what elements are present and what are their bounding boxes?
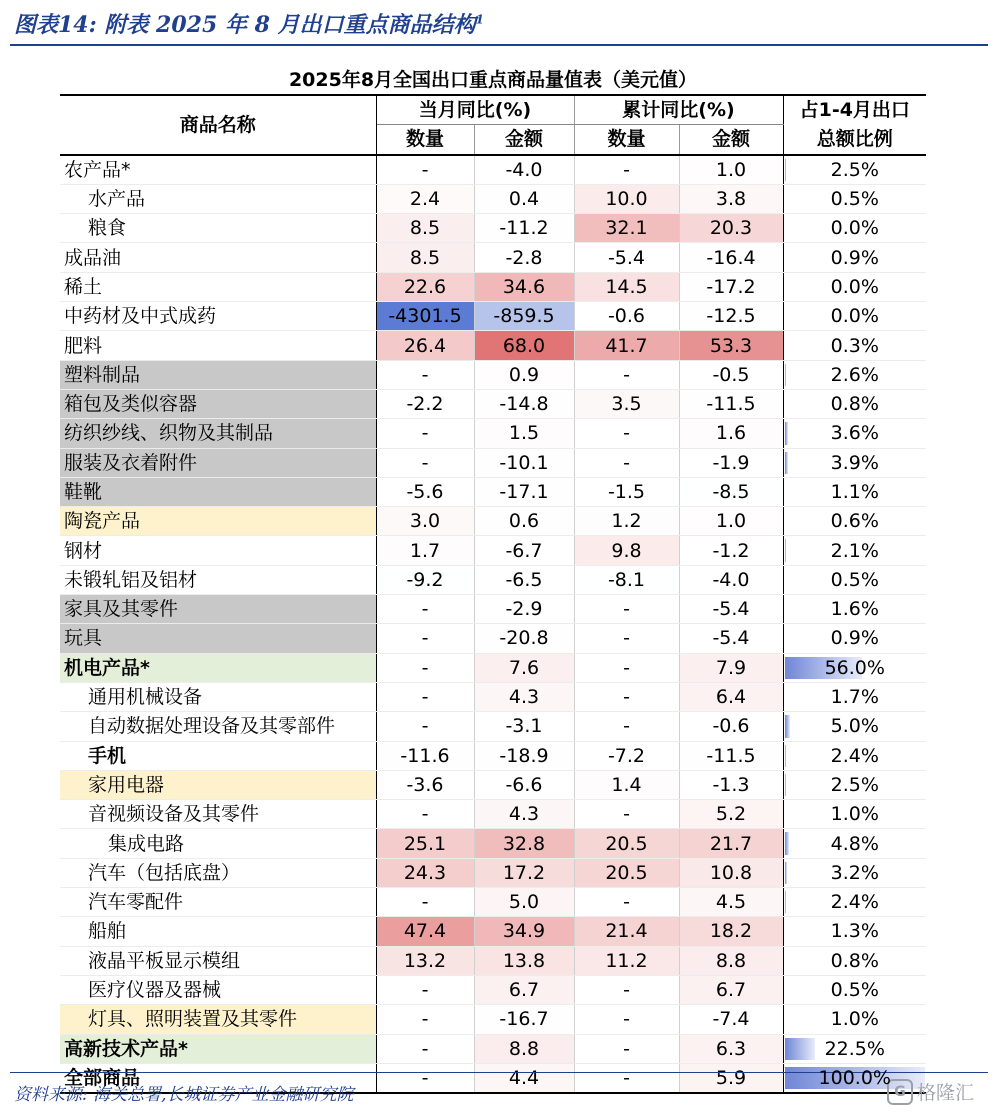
value-cell-q1: -	[376, 653, 474, 682]
product-name-cell: 集成电路	[60, 829, 376, 858]
value-cell-q1: -	[376, 1034, 474, 1063]
value-cell-a1: 17.2	[474, 858, 574, 887]
value-cell-q2: -	[574, 595, 679, 624]
share-cell	[783, 595, 926, 624]
share-bar	[785, 715, 790, 737]
share-cell	[783, 829, 926, 858]
table-row	[60, 477, 926, 506]
table-row	[60, 917, 926, 946]
share-cell	[783, 536, 926, 565]
value-cell-a1: 13.8	[474, 946, 574, 975]
value-cell-q2: -	[574, 1005, 679, 1034]
value-cell-q1: -5.6	[376, 477, 474, 506]
value-cell-q2: 32.1	[574, 214, 679, 243]
share-value: 56.0%	[824, 656, 885, 679]
value-cell-a1: -2.9	[474, 595, 574, 624]
value-cell-a1: 8.8	[474, 1034, 574, 1063]
header-cumulative-yoy: 累计同比(%)	[574, 95, 783, 125]
value-cell-q1: -	[376, 888, 474, 917]
share-cell	[783, 946, 926, 975]
value-cell-a2: -12.5	[679, 302, 783, 331]
product-name-cell: 汽车（包括底盘）	[60, 858, 376, 887]
share-bar	[785, 862, 788, 884]
share-value: 0.6%	[830, 510, 879, 533]
value-cell-q2: 3.5	[574, 389, 679, 418]
product-name-cell: 陶瓷产品	[60, 507, 376, 536]
product-name-cell: 音视频设备及其零件	[60, 800, 376, 829]
value-cell-q2: -	[574, 888, 679, 917]
share-value: 0.5%	[830, 188, 879, 211]
value-cell-q1: 47.4	[376, 917, 474, 946]
share-cell	[783, 712, 926, 741]
product-name-cell: 箱包及类似容器	[60, 389, 376, 418]
share-bar	[785, 1038, 815, 1060]
value-cell-a2: -5.4	[679, 595, 783, 624]
table-row	[60, 507, 926, 536]
value-cell-a1: 34.9	[474, 917, 574, 946]
value-cell-q2: -8.1	[574, 565, 679, 594]
value-cell-a1: -20.8	[474, 624, 574, 653]
value-cell-q1: -	[376, 682, 474, 711]
share-cell	[783, 565, 926, 594]
value-cell-q1: 22.6	[376, 272, 474, 301]
value-cell-q1: 3.0	[376, 507, 474, 536]
product-name-cell: 玩具	[60, 624, 376, 653]
value-cell-q1: -11.6	[376, 741, 474, 770]
share-cell	[783, 917, 926, 946]
share-value: 0.0%	[830, 305, 879, 328]
value-cell-a1: -2.8	[474, 243, 574, 272]
product-name-cell: 家具及其零件	[60, 595, 376, 624]
product-name-cell: 全部商品	[60, 1063, 376, 1093]
value-cell-a1: -18.9	[474, 741, 574, 770]
share-bar	[785, 774, 787, 796]
table-title-row	[60, 66, 926, 95]
value-cell-a1: -16.7	[474, 1005, 574, 1034]
share-cell	[783, 243, 926, 272]
value-cell-q2: -	[574, 800, 679, 829]
value-cell-a2: 5.9	[679, 1063, 783, 1093]
product-name-cell: 高新技术产品*	[60, 1034, 376, 1063]
product-name-cell: 液晶平板显示模组	[60, 946, 376, 975]
value-cell-q2: -	[574, 624, 679, 653]
table-row	[60, 682, 926, 711]
value-cell-q2: -5.4	[574, 243, 679, 272]
table-row	[60, 184, 926, 213]
value-cell-a2: 1.0	[679, 155, 783, 185]
share-cell	[783, 507, 926, 536]
table-row	[60, 946, 926, 975]
value-cell-a2: 1.0	[679, 507, 783, 536]
share-value: 1.1%	[830, 481, 879, 503]
share-value: 1.0%	[830, 1008, 879, 1031]
figure-title-footnote: 1	[475, 12, 484, 27]
value-cell-q1: -9.2	[376, 565, 474, 594]
value-cell-a1: -3.1	[474, 712, 574, 741]
share-cell	[783, 1005, 926, 1034]
product-name-cell: 通用机械设备	[60, 682, 376, 711]
share-value: 0.0%	[830, 217, 879, 240]
value-cell-a2: -1.2	[679, 536, 783, 565]
product-name-cell: 粮食	[60, 214, 376, 243]
table-row	[60, 360, 926, 389]
value-cell-q1: -	[376, 975, 474, 1004]
product-name-cell: 纺织纱线、织物及其制品	[60, 419, 376, 448]
value-cell-q2: -	[574, 1034, 679, 1063]
share-cell	[783, 624, 926, 653]
share-value: 1.3%	[830, 920, 879, 943]
share-cell	[783, 653, 926, 682]
share-value: 1.7%	[830, 686, 879, 709]
header-month-yoy: 当月同比(%)	[376, 95, 574, 125]
value-cell-a1: -6.6	[474, 770, 574, 799]
product-name-cell: 船舶	[60, 917, 376, 946]
share-value: 4.8%	[830, 832, 879, 855]
table-row	[60, 389, 926, 418]
value-cell-a1: 4.3	[474, 800, 574, 829]
value-cell-a2: 53.3	[679, 331, 783, 360]
product-name-cell: 鞋靴	[60, 477, 376, 506]
table-row	[60, 858, 926, 887]
table-row	[60, 770, 926, 799]
header-row-1	[60, 95, 926, 125]
share-value: 2.5%	[830, 158, 879, 181]
value-cell-q1: -	[376, 419, 474, 448]
value-cell-a2: -0.5	[679, 360, 783, 389]
table-row	[60, 888, 926, 917]
value-cell-q1: -4301.5	[376, 302, 474, 331]
value-cell-a2: 5.2	[679, 800, 783, 829]
value-cell-a2: 10.8	[679, 858, 783, 887]
figure-title-text: 图表14: 附表 2025 年 8 月出口重点商品结构	[14, 12, 476, 38]
share-bar	[785, 891, 786, 913]
share-value: 0.8%	[830, 949, 879, 972]
table-row	[60, 653, 926, 682]
value-cell-a2: 6.7	[679, 975, 783, 1004]
value-cell-q1: -	[376, 448, 474, 477]
value-cell-q1: -	[376, 595, 474, 624]
share-cell	[783, 682, 926, 711]
value-cell-a1: -14.8	[474, 389, 574, 418]
product-name-cell: 成品油	[60, 243, 376, 272]
value-cell-q2: -	[574, 419, 679, 448]
share-cell	[783, 770, 926, 799]
product-name-cell: 农产品*	[60, 155, 376, 185]
value-cell-a1: 0.9	[474, 360, 574, 389]
value-cell-a1: 0.4	[474, 184, 574, 213]
value-cell-a2: -1.3	[679, 770, 783, 799]
header-month-qty: 数量	[376, 125, 474, 155]
share-cell	[783, 741, 926, 770]
header-cum-amt: 金额	[679, 125, 783, 155]
value-cell-q1: 1.7	[376, 536, 474, 565]
share-bar	[785, 159, 787, 181]
table-row	[60, 536, 926, 565]
product-name-cell: 自动数据处理设备及其零部件	[60, 712, 376, 741]
value-cell-q1: 24.3	[376, 858, 474, 887]
value-cell-a1: 7.6	[474, 653, 574, 682]
value-cell-q2: -7.2	[574, 741, 679, 770]
table-row	[60, 829, 926, 858]
value-cell-q2: -	[574, 360, 679, 389]
value-cell-q2: 11.2	[574, 946, 679, 975]
value-cell-q1: -3.6	[376, 770, 474, 799]
table-row	[60, 1005, 926, 1034]
value-cell-a2: 20.3	[679, 214, 783, 243]
value-cell-a2: -16.4	[679, 243, 783, 272]
value-cell-a1: -11.2	[474, 214, 574, 243]
share-value: 3.9%	[830, 451, 879, 474]
value-cell-a2: 21.7	[679, 829, 783, 858]
share-cell	[783, 800, 926, 829]
value-cell-a2: -17.2	[679, 272, 783, 301]
source-note: 资料来源: 海关总署,长城证券产业金融研究院	[14, 1085, 354, 1105]
value-cell-a2: 1.6	[679, 419, 783, 448]
share-cell	[783, 1034, 926, 1063]
value-cell-a1: 32.8	[474, 829, 574, 858]
value-cell-a2: -0.6	[679, 712, 783, 741]
value-cell-a1: -6.7	[474, 536, 574, 565]
share-value: 22.5%	[824, 1037, 885, 1060]
value-cell-q2: -0.6	[574, 302, 679, 331]
share-value: 2.1%	[830, 539, 879, 562]
table-row	[60, 302, 926, 331]
table-row	[60, 448, 926, 477]
product-name-cell: 机电产品*	[60, 653, 376, 682]
table-row	[60, 741, 926, 770]
value-cell-a2: -1.9	[679, 448, 783, 477]
table-row	[60, 595, 926, 624]
share-cell	[783, 888, 926, 917]
value-cell-a1: 5.0	[474, 888, 574, 917]
value-cell-q1: -	[376, 1005, 474, 1034]
product-name-cell: 稀土	[60, 272, 376, 301]
table-row	[60, 331, 926, 360]
product-name-cell: 灯具、照明装置及其零件	[60, 1005, 376, 1034]
share-cell	[783, 272, 926, 301]
share-value: 1.6%	[830, 598, 879, 621]
value-cell-q2: -	[574, 653, 679, 682]
product-name-cell: 塑料制品	[60, 360, 376, 389]
value-cell-a2: 8.8	[679, 946, 783, 975]
share-value: 0.8%	[830, 393, 879, 416]
value-cell-a2: 6.3	[679, 1034, 783, 1063]
share-bar	[785, 832, 790, 854]
product-name-cell: 汽车零配件	[60, 888, 376, 917]
logo-text: 格隆汇	[916, 1082, 974, 1104]
value-cell-q2: 21.4	[574, 917, 679, 946]
product-name-cell: 钢材	[60, 536, 376, 565]
value-cell-a1: 68.0	[474, 331, 574, 360]
product-name-cell: 中药材及中式成药	[60, 302, 376, 331]
share-cell	[783, 360, 926, 389]
value-cell-q1: -	[376, 800, 474, 829]
value-cell-a2: -4.0	[679, 565, 783, 594]
value-cell-q2: 1.2	[574, 507, 679, 536]
value-cell-a2: 7.9	[679, 653, 783, 682]
table-row	[60, 214, 926, 243]
value-cell-q2: -	[574, 712, 679, 741]
share-value: 0.5%	[830, 979, 879, 1002]
share-value: 2.6%	[830, 363, 879, 386]
product-name-cell: 医疗仪器及器械	[60, 975, 376, 1004]
export-goods-table	[60, 66, 926, 1094]
value-cell-a2: -7.4	[679, 1005, 783, 1034]
share-value: 0.3%	[830, 334, 879, 357]
header-product-name: 商品名称	[60, 95, 376, 155]
product-name-cell: 未锻轧铝及铝材	[60, 565, 376, 594]
table-row	[60, 624, 926, 653]
share-value: 2.5%	[830, 773, 879, 796]
share-value: 2.4%	[830, 891, 879, 914]
value-cell-a1: -17.1	[474, 477, 574, 506]
header-share-line1: 占1-4月出口	[783, 95, 926, 125]
value-cell-q2: 10.0	[574, 184, 679, 213]
table-row	[60, 565, 926, 594]
value-cell-a1: 1.5	[474, 419, 574, 448]
top-rule	[10, 44, 988, 46]
table-row	[60, 975, 926, 1004]
value-cell-q2: 20.5	[574, 858, 679, 887]
table-row	[60, 712, 926, 741]
value-cell-a2: -11.5	[679, 389, 783, 418]
value-cell-a1: 0.6	[474, 507, 574, 536]
value-cell-a2: 4.5	[679, 888, 783, 917]
value-cell-q1: 25.1	[376, 829, 474, 858]
share-cell	[783, 858, 926, 887]
share-cell	[783, 389, 926, 418]
value-cell-a1: 4.4	[474, 1063, 574, 1093]
value-cell-a2: -5.4	[679, 624, 783, 653]
share-value: 1.0%	[830, 803, 879, 826]
share-bar	[785, 539, 786, 561]
share-value: 5.0%	[830, 715, 879, 738]
share-cell	[783, 184, 926, 213]
value-cell-q2: -	[574, 1063, 679, 1093]
logo-icon: G	[887, 1079, 913, 1105]
header-share-line2: 总额比例	[783, 125, 926, 155]
value-cell-q2: -1.5	[574, 477, 679, 506]
product-name-cell: 家用电器	[60, 770, 376, 799]
value-cell-q1: -2.2	[376, 389, 474, 418]
value-cell-q2: -	[574, 448, 679, 477]
figure-title	[14, 8, 484, 39]
share-cell	[783, 975, 926, 1004]
value-cell-q2: 14.5	[574, 272, 679, 301]
value-cell-q2: -	[574, 975, 679, 1004]
value-cell-a2: 18.2	[679, 917, 783, 946]
product-name-cell: 手机	[60, 741, 376, 770]
value-cell-a1: -6.5	[474, 565, 574, 594]
value-cell-q1: 26.4	[376, 331, 474, 360]
product-name-cell: 水产品	[60, 184, 376, 213]
share-value: 2.4%	[830, 744, 879, 767]
share-value: 3.6%	[830, 422, 879, 445]
product-name-cell: 肥料	[60, 331, 376, 360]
share-value: 3.2%	[830, 861, 879, 884]
value-cell-a1: -4.0	[474, 155, 574, 185]
share-bar	[785, 745, 786, 767]
table-row	[60, 243, 926, 272]
value-cell-a1: 4.3	[474, 682, 574, 711]
table-row	[60, 155, 926, 185]
value-cell-q1: -	[376, 155, 474, 185]
share-value: 100.0%	[818, 1066, 891, 1089]
value-cell-q1: 2.4	[376, 184, 474, 213]
value-cell-q1: -	[376, 624, 474, 653]
header-month-amt: 金额	[474, 125, 574, 155]
value-cell-q1: 8.5	[376, 243, 474, 272]
value-cell-q2: -	[574, 682, 679, 711]
value-cell-a2: -11.5	[679, 741, 783, 770]
value-cell-a1: 6.7	[474, 975, 574, 1004]
table-row	[60, 1034, 926, 1063]
header-cum-qty: 数量	[574, 125, 679, 155]
share-value: 0.9%	[830, 627, 879, 650]
watermark-logo	[887, 1078, 974, 1105]
product-name-cell: 服装及衣着附件	[60, 448, 376, 477]
value-cell-a2: 3.8	[679, 184, 783, 213]
value-cell-a2: -8.5	[679, 477, 783, 506]
value-cell-q2: 41.7	[574, 331, 679, 360]
share-value: 0.9%	[830, 246, 879, 269]
value-cell-q2: 20.5	[574, 829, 679, 858]
value-cell-a1: -859.5	[474, 302, 574, 331]
share-cell	[783, 302, 926, 331]
table-row	[60, 272, 926, 301]
share-cell	[783, 448, 926, 477]
share-bar	[785, 422, 788, 444]
value-cell-q1: -	[376, 360, 474, 389]
share-value: 0.0%	[830, 275, 879, 298]
value-cell-q1: -	[376, 712, 474, 741]
table-row	[60, 419, 926, 448]
share-cell	[783, 477, 926, 506]
share-cell	[783, 214, 926, 243]
table-title: 2025年8月全国出口重点商品量值表（美元值）	[60, 66, 926, 95]
share-value: 0.5%	[830, 568, 879, 591]
value-cell-a1: 34.6	[474, 272, 574, 301]
value-cell-q2: -	[574, 155, 679, 185]
share-cell	[783, 155, 926, 185]
value-cell-a1: -10.1	[474, 448, 574, 477]
value-cell-q1: -	[376, 1063, 474, 1093]
value-cell-q1: 8.5	[376, 214, 474, 243]
value-cell-a2: 6.4	[679, 682, 783, 711]
value-cell-q1: 13.2	[376, 946, 474, 975]
share-cell	[783, 331, 926, 360]
value-cell-q2: 1.4	[574, 770, 679, 799]
share-bar	[785, 452, 789, 474]
share-cell	[783, 419, 926, 448]
share-bar	[785, 364, 787, 386]
value-cell-q2: 9.8	[574, 536, 679, 565]
table-row	[60, 800, 926, 829]
